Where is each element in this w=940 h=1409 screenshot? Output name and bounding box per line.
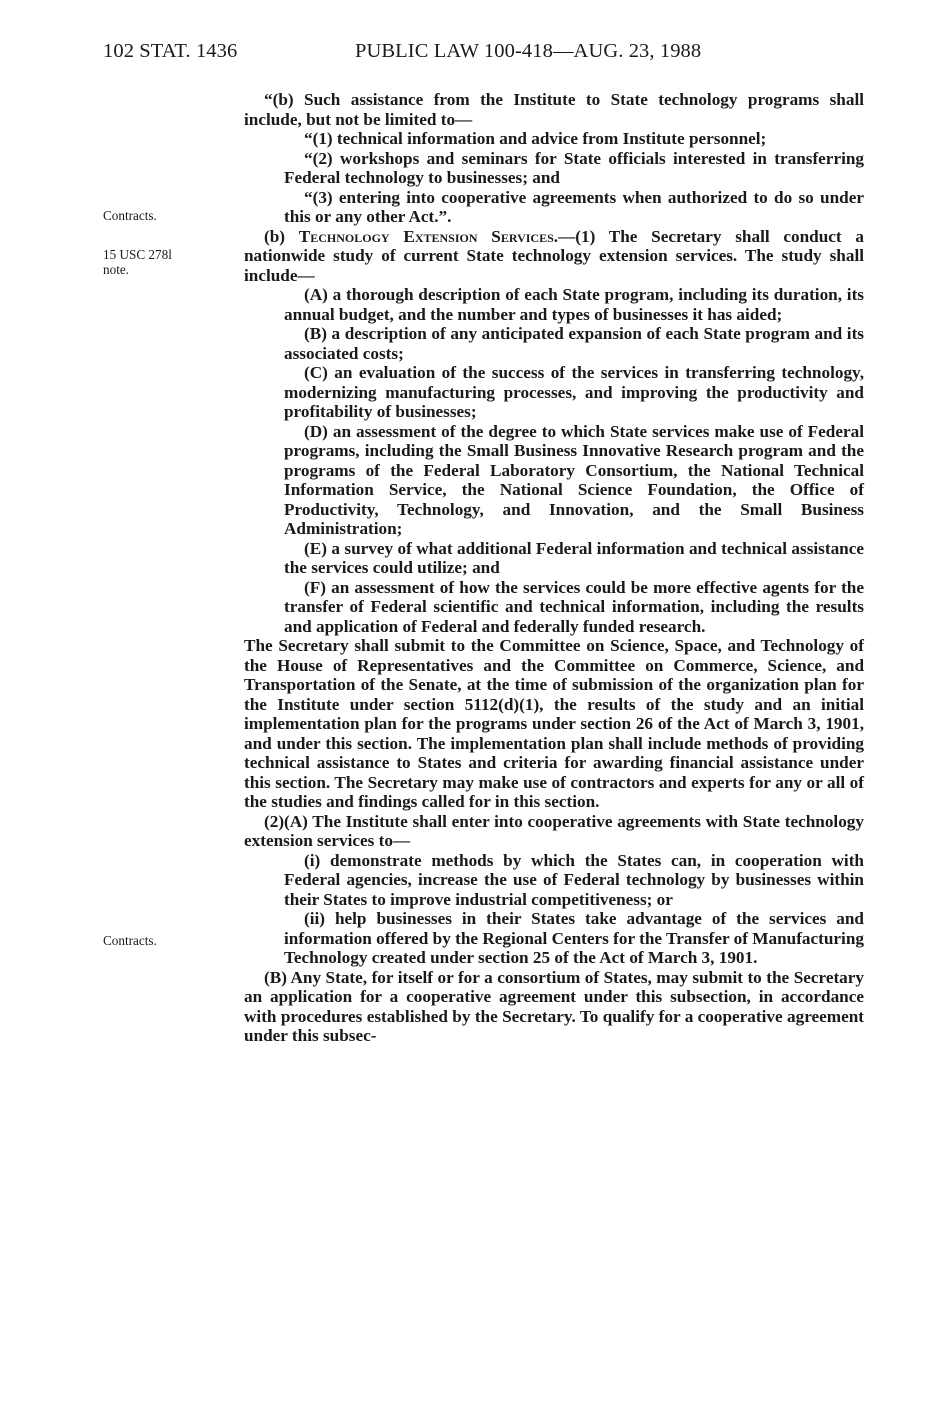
margin-note-contracts: Contracts. xyxy=(103,208,157,223)
paragraph-3: “(3) entering into cooperative agreements when authorized to do so under this or any other Act.”. xyxy=(284,187,864,226)
clause-i: (i) demonstrate methods by which the States can, in cooperation with Federal agencies, increase the use of Federal technology by businesses within their States to improve industrial competitiveness; or xyxy=(284,850,864,909)
clause-D: (D) an assessment of the degree to which State services make use of Federal programs, including the Small Business Innovative Research program and the programs of the Federal Laboratory Consortium, the National Technical Information Service, the National Science Foundation, the Office of Productivity, Technology, and Innovation, and the Small Business Administration; xyxy=(284,421,864,538)
page-citation: 102 STAT. 1436 xyxy=(103,40,238,62)
subsection-heading: Technology Extension Services. xyxy=(298,226,559,246)
paragraph-2B: (B) Any State, for itself or for a consortium of States, may submit to the Secretary an application for a cooperative agreement under this subsection, in accordance with procedures established by the Secretary. To qualify for a cooperative agreement under this subsec- xyxy=(244,967,864,1045)
margin-note-contracts-2: Contracts. xyxy=(103,933,157,948)
margin-note-usc-note: note. xyxy=(103,262,130,277)
clause-C: (C) an evaluation of the success of the services in transferring technology, modernizing manufacturing processes, and improving the productivity and profitability of businesses; xyxy=(284,363,864,421)
clause-ii: (ii) help businesses in their States take advantage of the services and information offered by the Regional Centers for the Transfer of Manufacturing Technology created under section 25 of the Act of March 3, 1901. xyxy=(284,909,864,967)
subsection-b-assistance: “(b) Such assistance from the Institute to State technology programs shall include, but not be limited to— xyxy=(244,90,864,129)
paragraph-2: “(2) workshops and seminars for State officials interested in transferring Federal technology to businesses; and xyxy=(284,148,864,187)
statute-body xyxy=(244,90,864,1046)
secretary-paragraph: The Secretary shall submit to the Committee on Science, Space, and Technology of the House of Representatives and the Committee on Commerce, Science, and Transportation of the Senate, at the time of submission of the organization plan for the Institute under section 5112(d)(1), the results of the study and an initial implementation plan for the programs under section 26 of the Act of March 3, 1901, and under this section. The implementation plan shall include methods of providing technical assistance to States and criteria for awarding financial assistance under this section. The Secretary may make use of contractors and experts for any or all of the studies and findings called for in this section. xyxy=(244,636,864,811)
clause-B: (B) a description of any anticipated expansion of each State program and its associated costs; xyxy=(284,324,864,363)
subsection-text: —(1) The Secretary shall conduct a nationwide study of current State technology extension services. The study shall include— xyxy=(244,226,864,285)
subsection-label: (b) xyxy=(264,226,286,246)
clause-A: (A) a thorough description of each State program, including its duration, its annual budget, and the number and types of businesses it has aided; xyxy=(284,285,864,324)
margin-note-usc: 15 USC 278l xyxy=(103,247,172,262)
clause-E: (E) a survey of what additional Federal information and technical assistance the services could utilize; and xyxy=(284,538,864,577)
paragraph-1: “(1) technical information and advice from Institute personnel; xyxy=(304,129,767,148)
clause-F: (F) an assessment of how the services could be more effective agents for the transfer of Federal scientific and technical information, including the results and application of Federal and federally funded research. xyxy=(284,577,864,636)
running-head: PUBLIC LAW 100-418—AUG. 23, 1988 xyxy=(355,40,702,62)
paragraph-2A: (2)(A) The Institute shall enter into cooperative agreements with State technology extension services to— xyxy=(244,811,864,850)
subsection-b-extension xyxy=(244,227,864,286)
